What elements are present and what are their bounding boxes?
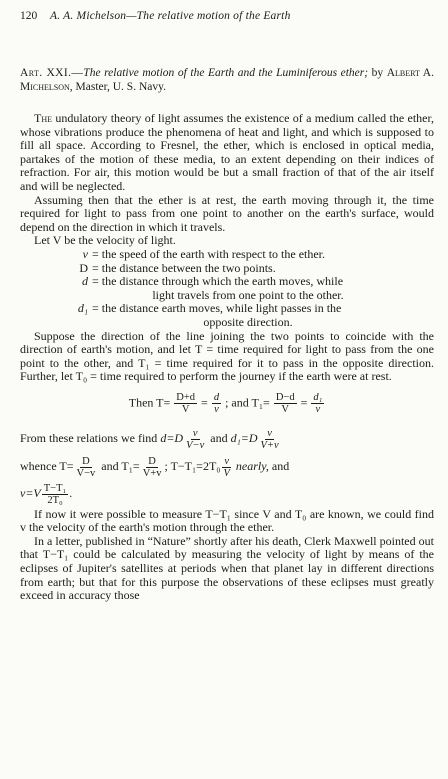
fraction [212,392,221,415]
fraction-denominator: V−v [76,467,96,479]
fraction [274,392,297,415]
paragraph-4: Suppose the direction of the line joining the two points to coincide with the direction of earth's motion, and let T = time required for light to pass from the one point to the other, and T₁ = time required for it to pass in the opposite direction. Further, let T₀ = time required to perform the journey if the earth were at rest. [20,328,434,384]
fraction [311,392,324,415]
running-head [20,10,434,22]
relations-line-1 [20,425,434,451]
relation-end: . [69,485,73,500]
paragraph-2: Assuming then that the ether is at rest, the earth moving through it, the time required for light to pass from one point to another on the earth's surface, would depend on the direction in which it travels. [20,192,434,234]
fraction-denominator: v [214,403,219,415]
fraction-numerator: d₁ [313,391,323,403]
definition-symbol: d [82,274,88,289]
relations-line-3 [20,481,434,506]
formula-times [20,392,434,415]
definition-row [20,302,434,329]
fraction [42,483,68,506]
definition-text: = the distance earth moves, while light passes in the [92,301,342,316]
fraction-numerator: D [148,455,156,467]
relation-and-t1: and T₁= [101,458,140,473]
fraction-numerator: D [82,455,90,467]
fraction-numerator: v [224,455,230,467]
fraction-numerator: D+d [176,391,196,403]
fraction-denominator: V [281,403,289,415]
author-rank: Master, U. S. Navy. [75,81,166,93]
author-name: Albert A. Michelson, [20,67,434,93]
fraction-numerator: d [213,391,220,403]
fraction-denominator: V+v [260,439,279,451]
relation-nearly: nearly, [235,458,269,473]
fraction [221,456,231,479]
formula-lead: Then T= [128,395,171,410]
fraction-numerator: v [192,427,198,439]
definition-row [20,248,434,262]
relations-lead: From these relations we find [20,430,158,445]
definition-symbol: d₁ [77,301,88,316]
relation-lhs: v=V [20,485,41,500]
relations-line-2 [20,453,434,479]
paragraph-3: Let V be the velocity of light. [34,233,176,248]
equals-sign: = [201,395,208,410]
fraction [174,392,197,415]
running-title: A. A. Michelson—The relative motion of the Earth [50,10,291,22]
definition-text: = the distance through which the earth moves, while [92,274,344,289]
definitions-list [20,248,434,330]
fraction-numerator: T−T₁ [43,482,67,494]
fraction-numerator: D−d [275,391,295,403]
fraction [141,456,164,479]
equals-sign: = [300,395,308,410]
relation-lhs: d₁=D [230,430,258,445]
fraction-numerator: v [267,427,272,439]
formula-connector: ; and T₁= [225,395,270,410]
fraction-denominator: v [315,403,321,415]
paragraph-1-lead: The [34,111,52,125]
paragraph-5: If now it were possible to measure T−T₁ since V and T₀ are known, we could find v the velocity of the earth's motion through the ether. [20,506,434,535]
definition-row [20,262,434,276]
fraction-denominator: V−v [186,439,205,451]
definition-continuation: opposite direction. [203,314,293,329]
relation-lhs: d=D [160,430,184,445]
page-number: 120 [20,10,38,22]
definition-text: = the distance between the two points. [92,260,276,275]
article-title-text: The relative motion of the Earth and the Luminiferous ether; [83,67,369,79]
paragraph-1-text: undulatory theory of light assumes the existence of a medium called the ether, whose vibrations produce the phenomena of heat and light, and which is supposed to fill all space. According to Fresnel, the ether, which is enclosed in optical media, partakes of the motion of these media, to an extent depending on their indices of refraction. For air, this motion would be but a small fraction of that of the air itself and will be neglected. [20,111,434,193]
article-label: Art. XXI.— [20,67,84,79]
definition-continuation: light travels from one point to the other. [152,287,344,302]
fraction [184,428,206,451]
definition-row [20,275,434,302]
relation-and: and [271,458,290,473]
fraction-denominator: V [223,467,230,479]
fraction-denominator: V+v [142,467,162,479]
definition-text: = the speed of the earth with respect to the ether. [92,246,326,261]
relation-difference: ; T−T₁=2T₀ [164,458,221,473]
definition-symbol: D [79,260,88,275]
relation-and: and [210,430,228,445]
definition-text-block [92,275,434,302]
paragraph-1 [20,112,434,194]
relation-whence: whence T= [20,458,74,473]
fraction-denominator: 2T₀ [47,494,63,506]
definition-text-block [92,302,434,329]
fraction [259,428,281,451]
paragraph-6: In a letter, published in “Nature” shortly after his death, Clerk Maxwell pointed out that T−T₁ could be calculated by measuring the velocity of light by means of the eclipses of Jupiter's satellites at periods when that planet lay in different directions from earth; but that for this purpose the observations of these eclipses must greatly exceed in accuracy those [20,533,434,603]
fraction-denominator: V [181,403,190,415]
definition-symbol: v [82,246,88,261]
byline-prefix: by [371,67,387,79]
fraction [75,456,98,479]
article-title [20,66,434,94]
